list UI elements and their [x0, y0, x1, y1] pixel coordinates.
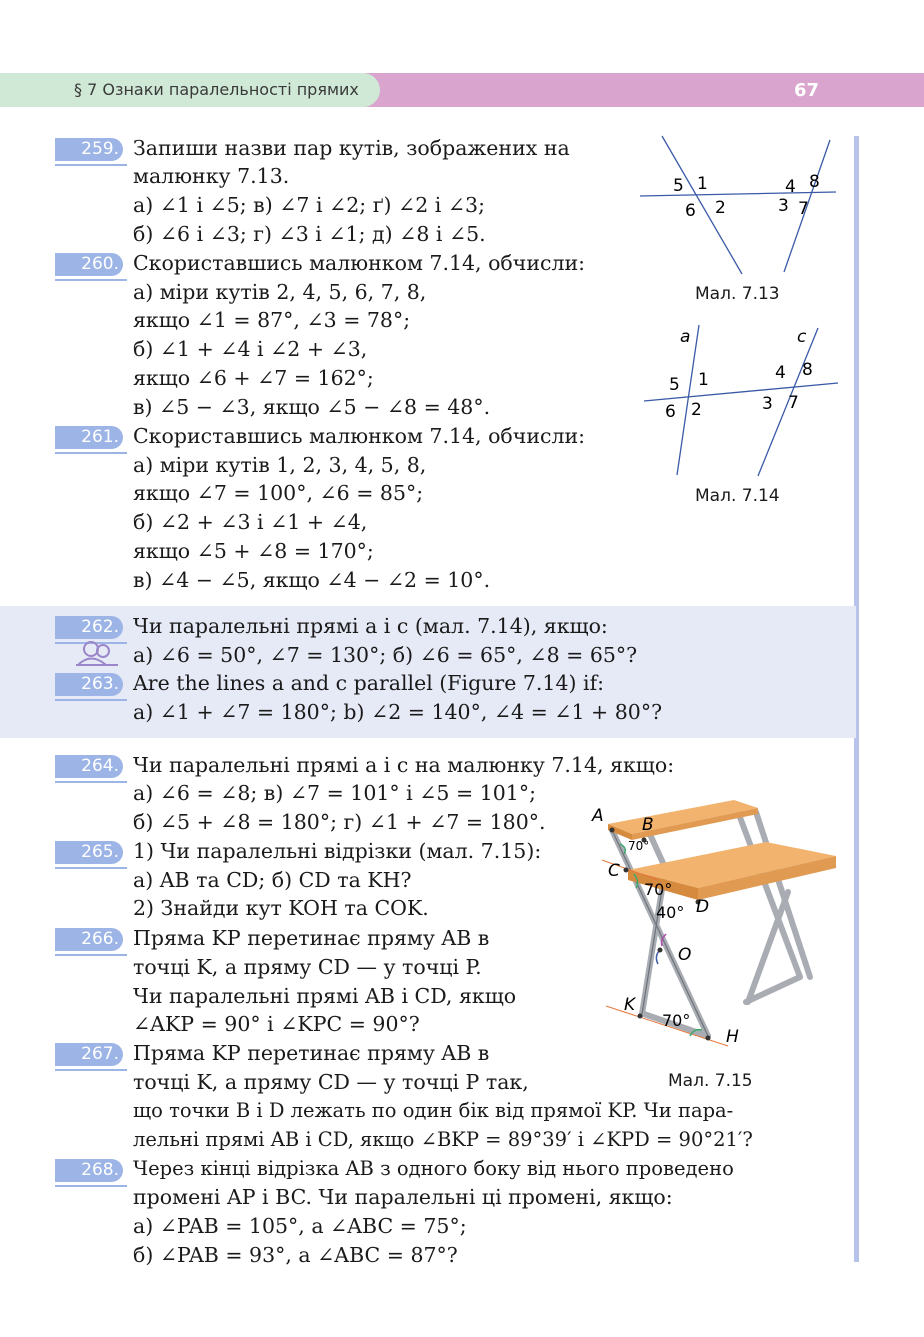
point-label-a: A: [592, 806, 604, 826]
problem-line: Скориставшись малюнком 7.14, обчисли:: [133, 424, 586, 448]
angle-label: 40°: [656, 903, 685, 922]
figure-7-13: [640, 130, 845, 280]
problem-line: точці K, а пряму CD — у точці P.: [133, 955, 482, 979]
problem-line: точці K, а пряму CD — у точці P так,: [133, 1070, 529, 1094]
problem-line: якщо ∠7 = 100°, ∠6 = 85°;: [133, 481, 424, 505]
point-label-d: D: [696, 897, 710, 917]
problem-line: б) ∠2 + ∠3 і ∠1 + ∠4,: [133, 510, 368, 534]
problem-number: 264.: [55, 755, 123, 778]
problem-line: а) ∠6 = ∠8; в) ∠7 = 101° і ∠5 = 101°;: [133, 781, 536, 805]
problem-line: малюнку 7.13.: [133, 164, 290, 188]
problem-number: 260.: [55, 253, 123, 276]
problem-line: ∠AKP = 90° і ∠KPC = 90°?: [133, 1012, 420, 1036]
section-title: § 7 Ознаки паралельності прямих: [74, 80, 359, 99]
problem-line: Через кінці відрізка AB з одного боку від нього проведено: [133, 1157, 734, 1180]
problem-number: 259.: [55, 138, 123, 161]
problem-line: Чи паралельні прямі a і c на малюнку 7.14, якщо:: [133, 753, 675, 777]
problem-line: а) AB та CD; б) CD та KH?: [133, 868, 412, 892]
angle-label: 3: [778, 196, 789, 216]
problem-line: б) ∠5 + ∠8 = 180°; г) ∠1 + ∠7 = 180°.: [133, 810, 546, 834]
angle-label: 6: [665, 402, 676, 422]
line-label-c: c: [797, 327, 807, 347]
angle-label: 5: [673, 176, 684, 196]
point-label-h: H: [726, 1027, 739, 1047]
problem-line: в) ∠5 − ∠3, якщо ∠5 − ∠8 = 48°.: [133, 395, 491, 419]
angle-label: 2: [715, 198, 726, 218]
angle-label: 8: [802, 360, 813, 380]
angle-label: 2: [691, 400, 702, 420]
angle-label: 4: [775, 363, 786, 383]
angle-label: 4: [785, 177, 796, 197]
angle-label: 1: [698, 370, 709, 390]
problem-line: а) ∠6 = 50°, ∠7 = 130°; б) ∠6 = 65°, ∠8 = 65°?: [133, 643, 638, 667]
problem-line: якщо ∠6 + ∠7 = 162°;: [133, 366, 374, 390]
problem-line: Скориставшись малюнком 7.14, обчисли:: [133, 251, 586, 275]
figure-caption: Мал. 7.14: [695, 486, 780, 506]
figure-7-14: [640, 322, 845, 480]
problem-line: Пряма KP перетинає пряму AB в: [133, 1041, 490, 1065]
problem-line: лельні прямі AB і CD, якщо ∠BKP = 89°39′ і ∠KPD = 90°21′?: [133, 1128, 753, 1151]
angle-label: 7: [798, 199, 809, 219]
angle-label: 70°: [628, 839, 650, 853]
problem-line: а) міри кутів 2, 4, 5, 6, 7, 8,: [133, 280, 427, 304]
angle-label: 3: [762, 394, 773, 414]
problem-number: 266.: [55, 928, 123, 951]
problem-line: Are the lines a and c parallel (Figure 7.14) if:: [133, 671, 605, 695]
line-label-a: a: [680, 327, 691, 347]
point-label-o: O: [678, 945, 692, 965]
problem-line: 2) Знайди кут KOH та COK.: [133, 896, 429, 920]
problem-line: б) ∠PAB = 93°, а ∠ABC = 87°?: [133, 1243, 458, 1267]
problem-line: б) ∠6 і ∠3; г) ∠3 і ∠1; д) ∠8 і ∠5.: [133, 222, 486, 246]
angle-label: 6: [685, 201, 696, 221]
problem-number: 268.: [55, 1159, 123, 1182]
angle-label: 7: [788, 393, 799, 413]
problem-line: промені AP і BC. Чи паралельні ці промені, якщо:: [133, 1185, 673, 1209]
problem-line: а) ∠1 і ∠5; в) ∠7 і ∠2; ґ) ∠2 і ∠3;: [133, 193, 485, 217]
problem-line: Чи паралельні прямі a і c (мал. 7.14), якщо:: [133, 614, 608, 638]
problem-line: б) ∠1 + ∠4 і ∠2 + ∠3,: [133, 337, 368, 361]
page-number: 67: [794, 80, 820, 101]
problem-line: а) ∠PAB = 105°, а ∠ABC = 75°;: [133, 1214, 467, 1238]
problem-line: якщо ∠5 + ∠8 = 170°;: [133, 539, 374, 563]
problem-line: Запиши назви пар кутів, зображених на: [133, 136, 570, 160]
figure-caption: Мал. 7.15: [668, 1071, 753, 1091]
problem-number: 267.: [55, 1043, 123, 1066]
problem-line: 1) Чи паралельні відрізки (мал. 7.15):: [133, 839, 542, 863]
problem-number: 261.: [55, 426, 123, 449]
problem-line: якщо ∠1 = 87°, ∠3 = 78°;: [133, 308, 411, 332]
figure-caption: Мал. 7.13: [695, 284, 780, 304]
pair-work-icon: [74, 640, 120, 666]
angle-label: 8: [809, 172, 820, 192]
problem-line: що точки B і D лежать по один бік від прямої KP. Чи пара-: [133, 1099, 734, 1122]
angle-label: 70°: [644, 880, 673, 899]
angle-label: 5: [669, 375, 680, 395]
problem-line: Чи паралельні прямі AB і CD, якщо: [133, 984, 517, 1008]
point-label-b: B: [642, 815, 654, 835]
problem-line: Пряма KP перетинає пряму AB в: [133, 926, 490, 950]
problem-line: a) ∠1 + ∠7 = 180°; b) ∠2 = 140°, ∠4 = ∠1 + 80°?: [133, 700, 663, 724]
problem-line: в) ∠4 − ∠5, якщо ∠4 − ∠2 = 10°.: [133, 568, 491, 592]
problem-number: 262.: [55, 616, 123, 639]
figure-7-15-table: [588, 792, 843, 1062]
angle-label: 70°: [662, 1011, 691, 1030]
angle-label: 1: [697, 174, 708, 194]
problem-number: 265.: [55, 841, 123, 864]
problem-number: 263.: [55, 673, 123, 696]
point-label-k: K: [624, 995, 636, 1015]
problem-line: а) міри кутів 1, 2, 3, 4, 5, 8,: [133, 453, 427, 477]
point-label-c: C: [608, 861, 620, 881]
